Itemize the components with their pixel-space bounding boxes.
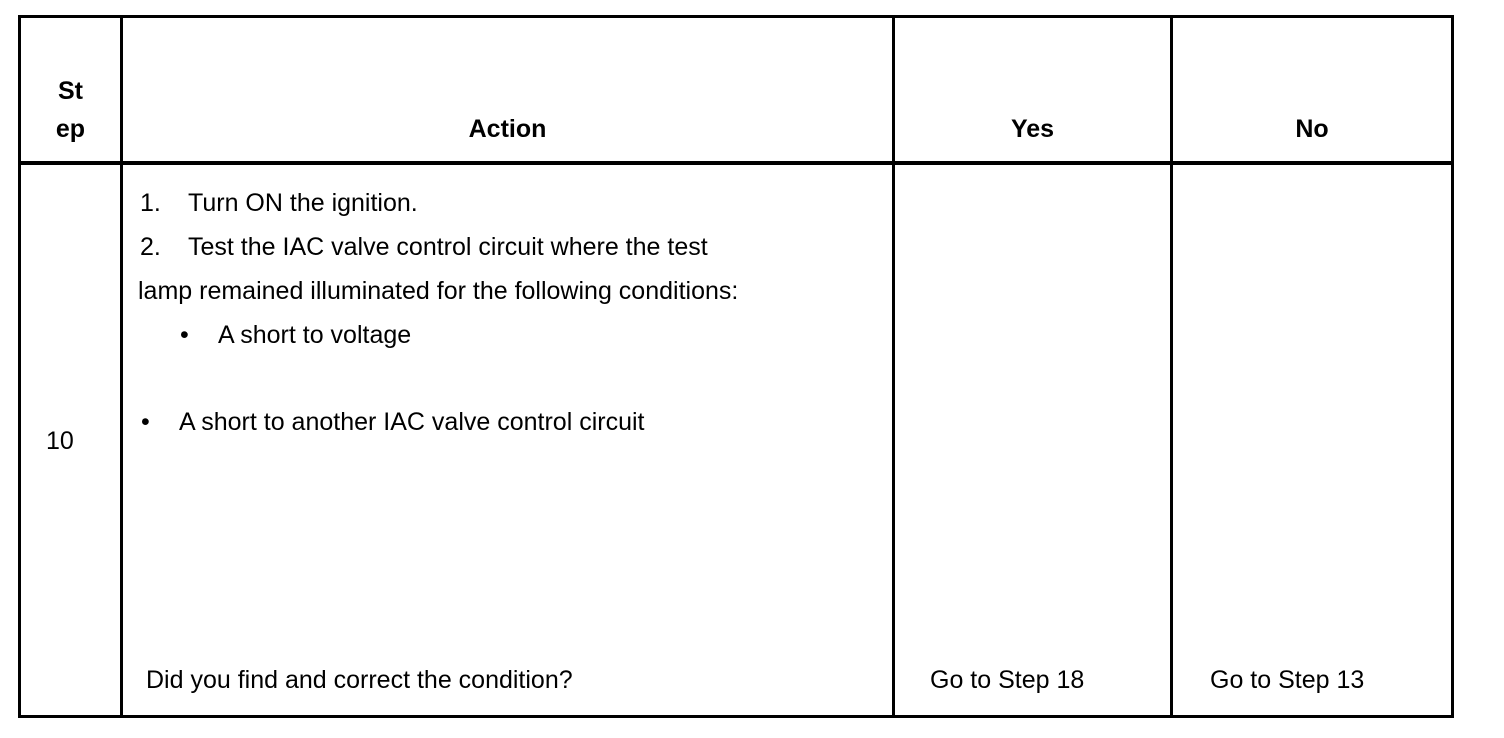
action-item-2-continuation: lamp remained illuminated for the following conditions:	[138, 277, 739, 305]
table-border-top	[18, 15, 1454, 18]
table-border-bottom	[18, 715, 1454, 718]
header-separator	[18, 161, 1454, 165]
bullet-text: A short to voltage	[218, 321, 412, 349]
action-item-1	[140, 181, 418, 225]
bullet-marker: •	[141, 408, 150, 436]
table-border-right	[1451, 15, 1454, 718]
header-no: No	[1295, 115, 1329, 143]
action-item-1-number: 1.	[140, 189, 161, 217]
header-step-line2: ep	[55, 115, 86, 143]
diagnostic-table	[18, 15, 1454, 718]
bullet-short-to-iac-circuit	[141, 400, 645, 444]
action-item-1-text: Turn ON the ignition.	[188, 189, 418, 217]
yes-outcome: Go to Step 18	[930, 666, 1085, 694]
no-outcome: Go to Step 13	[1210, 666, 1365, 694]
header-yes: Yes	[1010, 115, 1055, 143]
question-text: Did you find and correct the condition?	[146, 666, 573, 694]
header-step-line1: St	[58, 77, 83, 105]
bullet-text: A short to another IAC valve control circuit	[179, 408, 645, 436]
action-item-2	[140, 225, 708, 269]
header-action: Action	[468, 115, 547, 143]
action-item-2-number: 2.	[140, 233, 161, 261]
bullet-marker: •	[180, 321, 189, 349]
bullet-short-to-voltage	[180, 313, 411, 357]
action-item-2-text: Test the IAC valve control circuit where the test	[188, 233, 708, 261]
step-number: 10	[46, 427, 74, 455]
header-step	[21, 72, 120, 148]
